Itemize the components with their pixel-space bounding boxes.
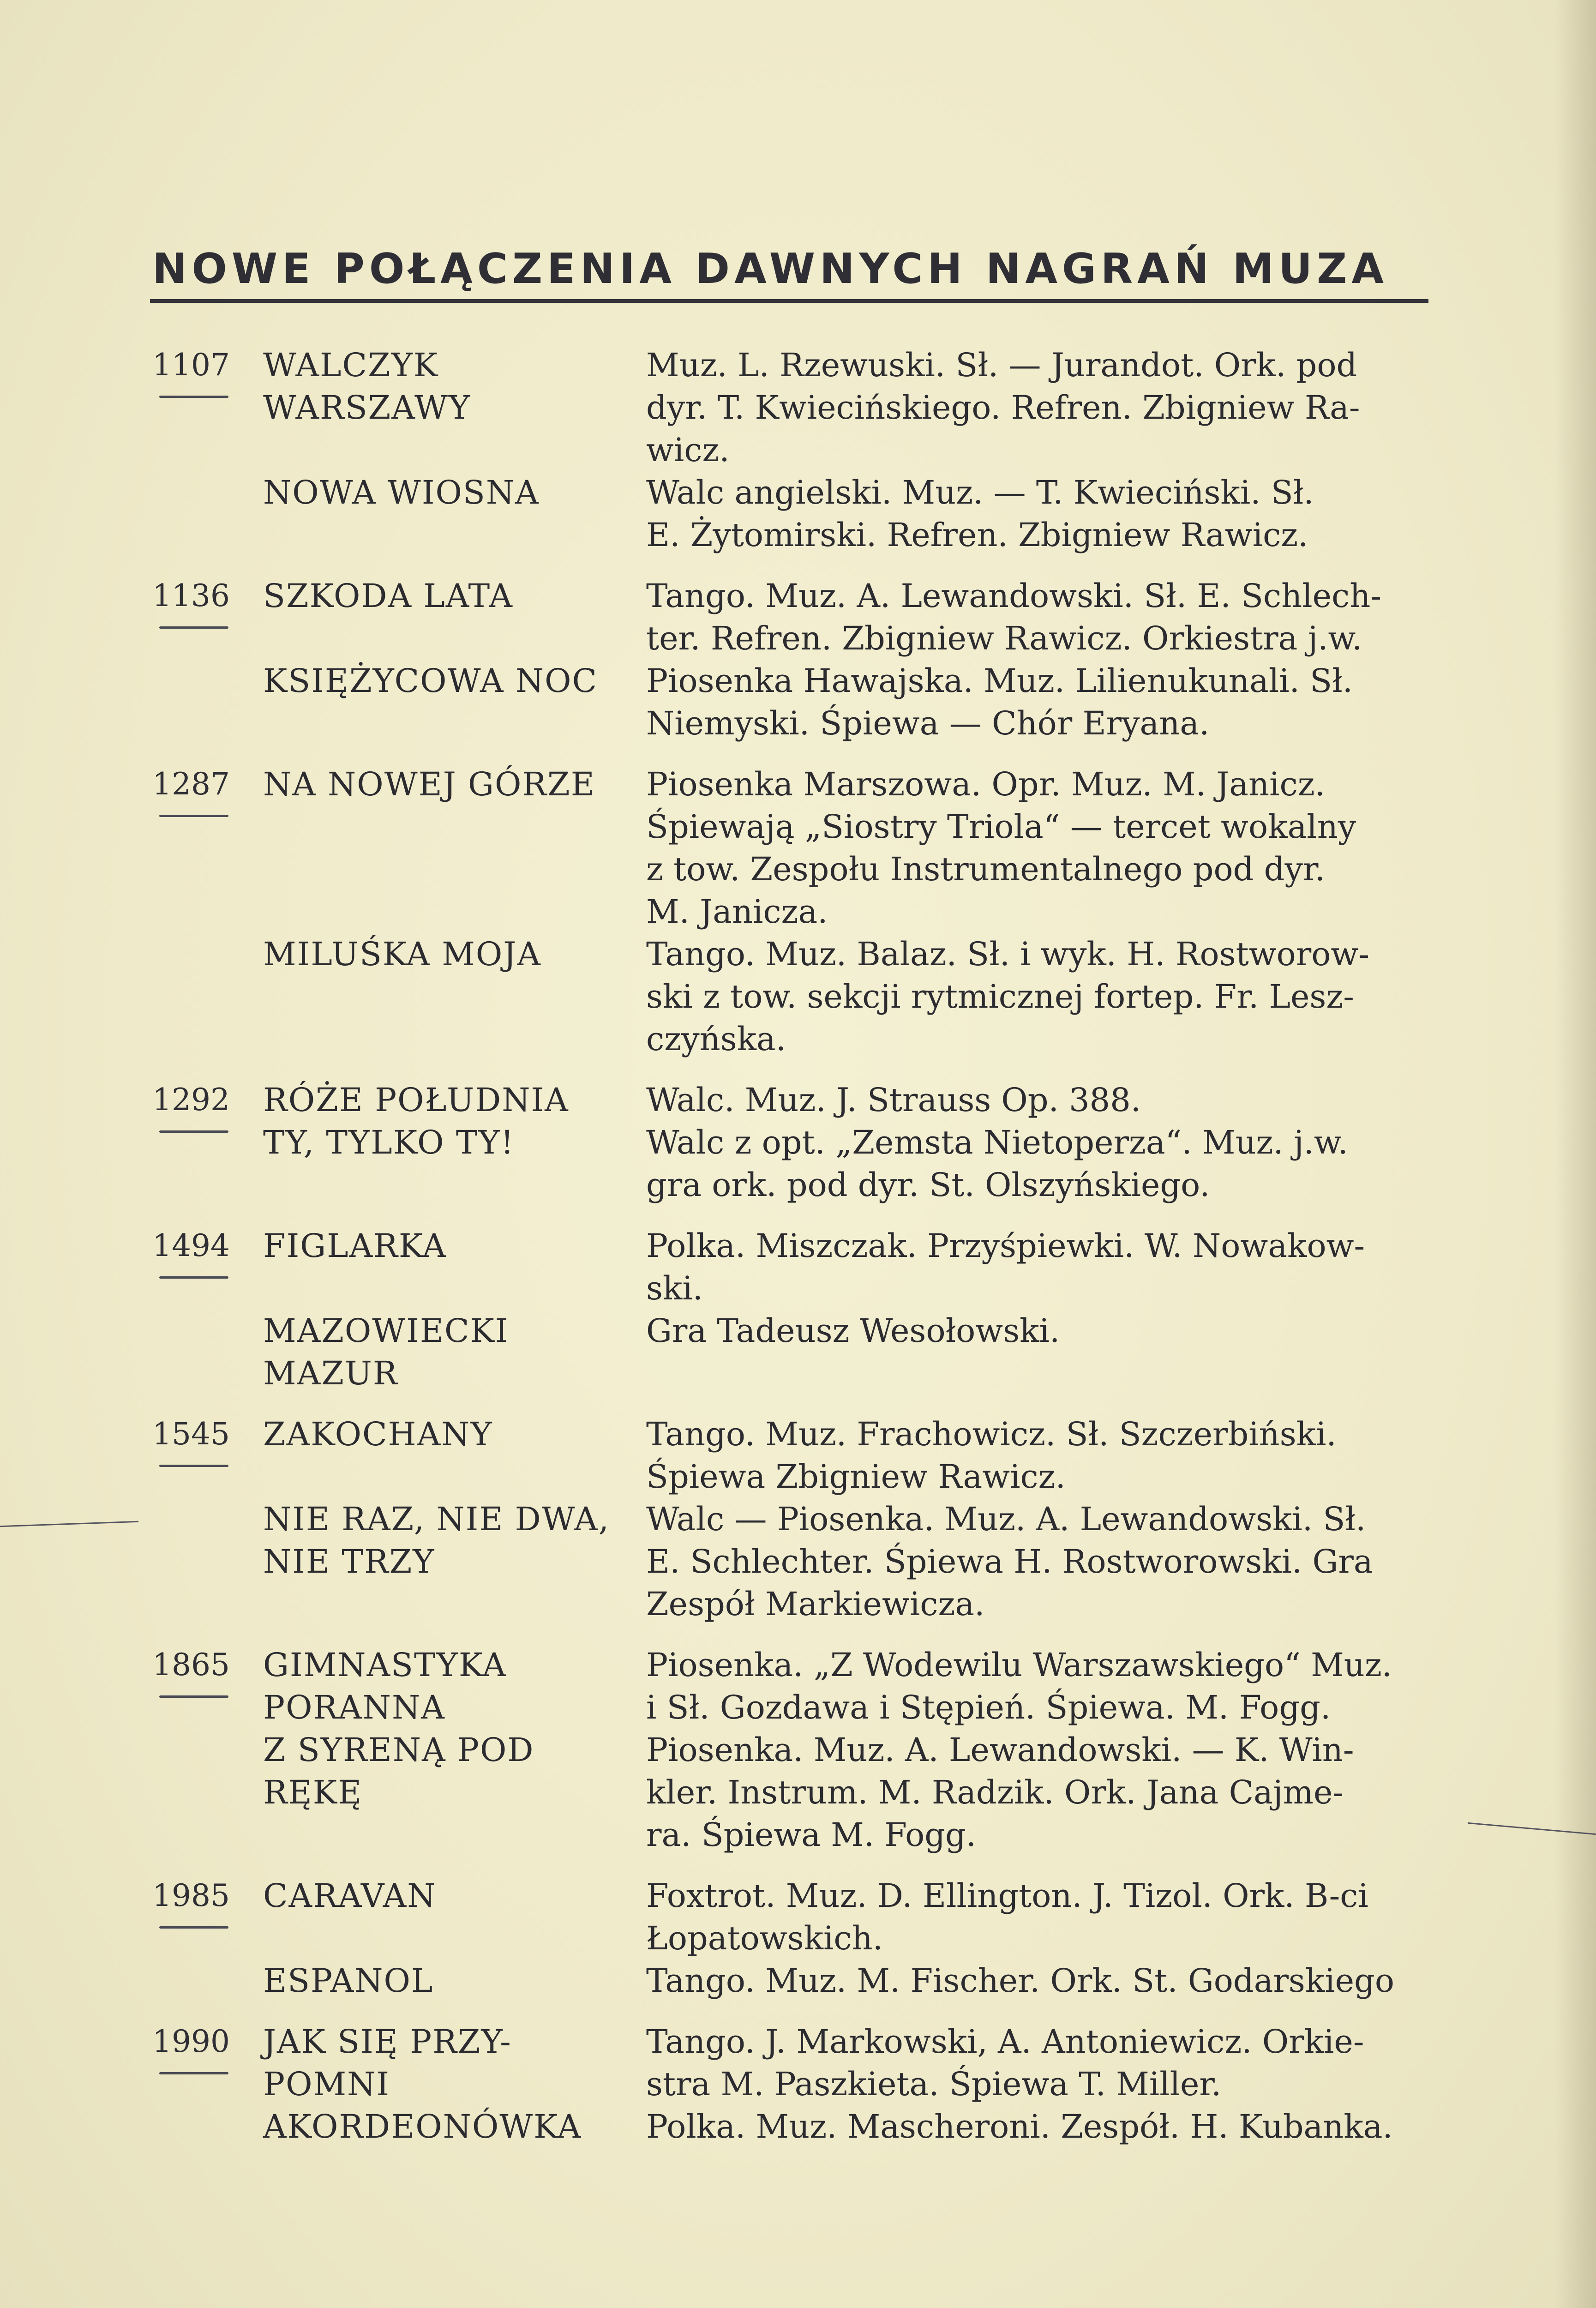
song-description	[646, 1079, 1431, 1121]
margin-pencil-mark-left	[0, 1521, 138, 1527]
song-description-line: ra. Śpiewa M. Fogg.	[646, 1816, 977, 1854]
song-description-line: czyńska.	[646, 1020, 786, 1058]
song-title-line: WALCZYK	[263, 346, 439, 384]
song-title	[263, 1225, 447, 1267]
song-title	[263, 1079, 569, 1121]
song-description-line: z tow. Zespołu Instrumentalnego pod dyr.	[646, 850, 1326, 888]
song-title-line: MILUŚKA MOJA	[263, 935, 541, 973]
song-description-line: M. Janicza.	[646, 893, 828, 931]
record-number-underline	[159, 1926, 228, 1929]
song-title-line: SZKODA LATA	[263, 577, 513, 615]
song-title	[263, 471, 540, 514]
record-number-underline	[159, 626, 228, 629]
song-title	[263, 1875, 436, 1917]
song-description	[646, 933, 1431, 1060]
song-title-line: WARSZAWY	[263, 389, 471, 427]
song-description-line: Tango. Muz. Balaz. Sł. i wyk. H. Rostworow-	[646, 935, 1369, 973]
song-description-line: Piosenka. „Z Wodewilu Warszawskiego“ Muz.	[646, 1646, 1392, 1684]
song-title	[263, 2020, 512, 2105]
song-description	[646, 575, 1431, 660]
song-description-line: wicz.	[646, 431, 730, 469]
song-description	[646, 2020, 1431, 2105]
song-description-line: Śpiewa Zbigniew Rawicz.	[646, 1458, 1066, 1496]
song-description	[646, 1875, 1431, 1959]
record-number: 1292	[152, 1082, 230, 1118]
song-description	[646, 1959, 1431, 2002]
record-number-underline	[159, 1695, 228, 1698]
song-description-line: E. Żytomirski. Refren. Zbigniew Rawicz.	[646, 516, 1308, 554]
song-title	[263, 933, 541, 975]
song-description-line: Walc z opt. „Zemsta Nietoperza“. Muz. j.w.	[646, 1124, 1348, 1161]
song-title-line: PORANNA	[263, 1689, 445, 1726]
song-description-line: Niemyski. Śpiewa — Chór Eryana.	[646, 704, 1210, 742]
record-number: 1985	[152, 1878, 230, 1913]
song-title-line: GIMNASTYKA	[263, 1646, 507, 1684]
song-title	[263, 344, 471, 429]
song-description-line: Walc angielski. Muz. — T. Kwieciński. Sł.	[646, 474, 1314, 511]
song-title-line: NIE RAZ, NIE DWA,	[263, 1500, 610, 1538]
song-description-line: Tango. Muz. Frachowicz. Sł. Szczerbiński.	[646, 1415, 1337, 1453]
song-description-line: Piosenka. Muz. A. Lewandowski. — K. Win-	[646, 1731, 1354, 1769]
song-description-line: dyr. T. Kwiecińskiego. Refren. Zbigniew Ra-	[646, 389, 1360, 427]
song-description-line: ski.	[646, 1269, 703, 1307]
song-title	[263, 1498, 610, 1583]
record-number-underline	[159, 1465, 228, 1467]
record-number: 1107	[152, 347, 230, 383]
record-number: 1287	[152, 766, 230, 802]
song-description-line: Walc. Muz. J. Strauss Op. 388.	[646, 1081, 1141, 1119]
song-description-line: Łopatowskich.	[646, 1919, 883, 1957]
song-description-line: Muz. L. Rzewuski. Sł. — Jurandot. Ork. pod	[646, 346, 1357, 384]
song-title-line: ZAKOCHANY	[263, 1415, 493, 1453]
song-description-line: E. Schlechter. Śpiewa H. Rostworowski. Gra	[646, 1543, 1373, 1581]
song-title-line: KSIĘŻYCOWA NOC	[263, 662, 598, 700]
song-description-line: i Sł. Gozdawa i Stępień. Śpiewa. M. Fogg.	[646, 1689, 1331, 1726]
song-title-line: CARAVAN	[263, 1877, 437, 1915]
song-description	[646, 1644, 1431, 1729]
song-title-line: JAK SIĘ PRZY-	[263, 2023, 512, 2061]
song-title	[263, 763, 595, 805]
song-title-line: NIE TRZY	[263, 1543, 435, 1581]
song-description-line: kler. Instrum. M. Radzik. Ork. Jana Cajme-	[646, 1773, 1344, 1811]
song-title-line: TY, TYLKO TY!	[263, 1124, 515, 1161]
song-description-line: Tango. Muz. A. Lewandowski. Sł. E. Schlech-	[646, 577, 1381, 615]
record-number: 1494	[152, 1228, 230, 1263]
song-description-line: Tango. Muz. M. Fischer. Ork. St. Godarskiego	[646, 1962, 1395, 2000]
song-title-line: FIGLARKA	[263, 1227, 447, 1265]
song-description-line: Polka. Muz. Mascheroni. Zespół. H. Kubanka.	[646, 2108, 1393, 2146]
song-title-line: RÓŻE POŁUDNIA	[263, 1081, 569, 1119]
song-title-line: ESPANOL	[263, 1962, 434, 2000]
song-description-line: Gra Tadeusz Wesołowski.	[646, 1312, 1060, 1350]
song-description	[646, 1413, 1431, 1498]
record-number-underline	[159, 1276, 228, 1279]
record-number-underline	[159, 815, 228, 817]
song-description-line: ski z tow. sekcji rytmicznej fortep. Fr. Lesz-	[646, 978, 1354, 1016]
song-description	[646, 1310, 1431, 1352]
song-title	[263, 1310, 509, 1394]
title-underline	[150, 299, 1428, 303]
song-description-line: Polka. Miszczak. Przyśpiewki. W. Nowakow-	[646, 1227, 1365, 1265]
song-title-line: Z SYRENĄ POD	[263, 1731, 534, 1769]
song-description	[646, 344, 1431, 471]
song-description-line: Piosenka Hawajska. Muz. Lilienukunali. Sł.	[646, 662, 1353, 700]
song-title	[263, 1121, 515, 1164]
song-description-line: Zespół Markiewicza.	[646, 1585, 985, 1623]
song-description-line: Foxtrot. Muz. D. Ellington. J. Tizol. Ork. B-ci	[646, 1877, 1368, 1915]
song-description-line: Tango. J. Markowski, A. Antoniewicz. Orkie-	[646, 2023, 1364, 2061]
song-title	[263, 1959, 433, 2002]
song-title-line: AKORDEONÓWKA	[263, 2108, 582, 2146]
page-title: NOWE POŁĄCZENIA DAWNYCH NAGRAŃ MUZA	[152, 245, 1389, 293]
song-title	[263, 575, 513, 617]
song-title	[263, 1729, 534, 1814]
song-description-line: Śpiewają „Siostry Triola“ — tercet wokalny	[646, 808, 1356, 846]
song-description-line: Walc — Piosenka. Muz. A. Lewandowski. Sł.	[646, 1500, 1366, 1538]
song-description	[646, 471, 1431, 556]
song-description	[646, 1225, 1431, 1310]
record-number-underline	[159, 2072, 228, 2074]
record-number: 1990	[152, 2024, 230, 2059]
song-description-line: stra M. Paszkieta. Śpiewa T. Miller.	[646, 2065, 1222, 2103]
record-number-underline	[159, 396, 228, 398]
record-number: 1545	[152, 1416, 230, 1452]
song-title-line: RĘKĘ	[263, 1773, 363, 1811]
song-title	[263, 660, 598, 702]
song-title-line: POMNI	[263, 2065, 390, 2103]
song-title-line: MAZOWIECKI	[263, 1312, 509, 1350]
song-title	[263, 1413, 493, 1455]
song-description	[646, 1729, 1431, 1856]
song-title	[263, 2105, 582, 2148]
song-title	[263, 1644, 507, 1729]
song-description	[646, 1121, 1431, 1206]
song-title-line: MAZUR	[263, 1354, 398, 1392]
record-number: 1865	[152, 1647, 230, 1683]
record-number: 1136	[152, 578, 230, 613]
song-description-line: gra ork. pod dyr. St. Olszyńskiego.	[646, 1166, 1210, 1204]
record-number-underline	[159, 1130, 228, 1133]
song-title-line: NOWA WIOSNA	[263, 474, 540, 511]
song-description-line: ter. Refren. Zbigniew Rawicz. Orkiestra j.w.	[646, 619, 1362, 657]
page-edge-shadow	[1554, 0, 1596, 2308]
song-description	[646, 1498, 1431, 1625]
song-description	[646, 2105, 1431, 2148]
song-description	[646, 763, 1431, 933]
song-title-line: NA NOWEJ GÓRZE	[263, 765, 595, 803]
song-description-line: Piosenka Marszowa. Opr. Muz. M. Janicz.	[646, 765, 1325, 803]
song-description	[646, 660, 1431, 745]
